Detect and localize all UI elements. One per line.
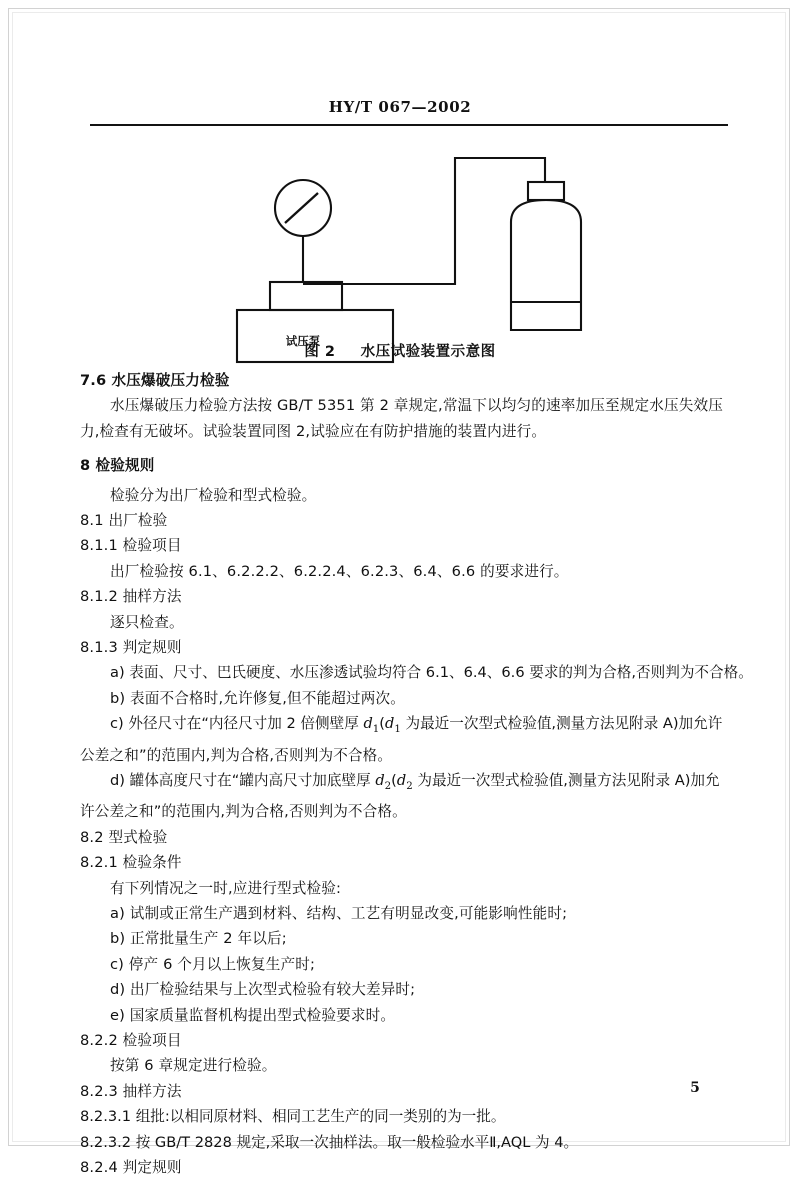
item-d-variable-d2: d [375, 772, 385, 789]
page-number: 5 [690, 1080, 700, 1096]
clause-8-2-heading: 8.2 型式检验 [80, 828, 168, 846]
clause-7-6-text-line-2: 力,检查有无破坏。试验装置同图 2,试验应在有防护措施的装置内进行。 [80, 422, 547, 440]
item-d-variable-d2-repeat-subscript: 2 [406, 780, 413, 792]
clause-8-intro: 检验分为出厂检验和型式检验。 [110, 486, 317, 504]
figure-2-diagram [0, 140, 800, 370]
gauge-needle-icon [285, 193, 318, 223]
item-c-variable-d1-repeat-subscript: 1 [394, 724, 401, 736]
pump-head [270, 282, 342, 310]
item-d-variable-d2-subscript: 2 [384, 780, 392, 792]
clause-8-2-3-heading: 8.2.3 抽样方法 [80, 1082, 182, 1100]
clause-8-2-1-item-e: e) 国家质量监督机构提出型式检验要求时。 [110, 1006, 396, 1024]
clause-8-1-1-heading: 8.1.1 检验项目 [80, 537, 182, 555]
item-c-variable-d1-subscript: 1 [372, 724, 380, 736]
clause-8-2-2-text: 按第 6 章规定进行检验。 [110, 1057, 277, 1075]
clause-8-2-3-1: 8.2.3.1 组批:以相同原材料、相同工艺生产的同一类别的为一批。 [80, 1108, 506, 1126]
item-c-part-3: 为最近一次型式检验值,测量方法见附录 A)加允许 [400, 715, 723, 733]
item-d-part-3: 为最近一次型式检验值,测量方法见附录 A)加允 [412, 772, 720, 789]
page-header-standard-number: HY/T 067—2002 [328, 98, 472, 116]
clause-8-2-1-item-b: b) 正常批量生产 2 年以后; [110, 930, 287, 948]
clause-7-6-heading: 7.6 水压爆破压力检验 [80, 372, 230, 389]
figure-2-caption [0, 340, 800, 361]
item-c-part-1: c) 外径尺寸在“内径尺寸加 2 倍侧壁厚 [110, 715, 364, 733]
clause-8-1-3-item-c-line-2: 公差之和”的范围内,判为合格,否则判为不合格。 [80, 746, 393, 764]
hydraulic-test-apparatus-svg [0, 140, 800, 360]
clause-7-6-text-line-1: 水压爆破压力检验方法按 GB/T 5351 第 2 章规定,常温下以均匀的速率加压至规定水压失效压 [110, 397, 723, 415]
clause-8-2-2-heading: 8.2.2 检验项目 [80, 1031, 182, 1049]
clause-8-2-1-intro: 有下列情况之一时,应进行型式检验: [110, 879, 342, 897]
clause-8-2-4-heading: 8.2.4 判定规则 [80, 1159, 182, 1176]
clause-8-2-1-item-a: a) 试制或正常生产遇到材料、结构、工艺有明显改变,可能影响性能时; [110, 904, 568, 922]
cylinder-valve [528, 182, 564, 200]
item-c-part-2: ( [379, 715, 385, 733]
clause-8-1-3-item-c-line-1 [0, 711, 800, 742]
clause-8-heading: 8 检验规则 [80, 457, 155, 475]
clause-8-1-1-text: 出厂检验按 6.1、6.2.2.2、6.2.2.4、6.2.3、6.4、6.6 的要求进行。 [110, 562, 569, 580]
clause-8-2-3-2: 8.2.3.2 按 GB/T 2828 规定,采取一次抽样法。取一般检验水平Ⅱ,AQL 为 4。 [80, 1133, 579, 1151]
clause-8-2-1-item-d: d) 出厂检验结果与上次型式检验有较大差异时; [110, 981, 416, 999]
connecting-pipe [303, 158, 545, 284]
clause-8-1-2-text: 逐只检查。 [110, 613, 184, 631]
clause-8-1-3-item-d-line-2: 许公差之和”的范围内,判为合格,否则判为不合格。 [80, 803, 407, 821]
clause-8-2-1-item-c: c) 停产 6 个月以上恢复生产时; [110, 955, 316, 973]
clause-8-1-heading: 8.1 出厂检验 [80, 512, 168, 530]
clause-8-2-1-heading: 8.2.1 检验条件 [80, 854, 182, 872]
clause-8-1-3-item-b: b) 表面不合格时,允许修复,但不能超过两次。 [110, 689, 406, 707]
figure-caption-title: 水压试验装置示意图 [360, 344, 496, 360]
figure-caption-number: 图 2 [304, 344, 336, 360]
item-d-part-1: d) 罐体高度尺寸在“罐内高尺寸加底壁厚 [110, 772, 376, 789]
item-c-variable-d1: d [363, 715, 373, 733]
clause-8-1-3-item-a: a) 表面、尺寸、巴氏硬度、水压渗透试验均符合 6.1、6.4、6.6 要求的判为合格,否则判为不合格。 [110, 664, 753, 682]
document-body [0, 368, 800, 1180]
cylinder-body [511, 200, 581, 330]
pump-label: 试压泵 [285, 334, 321, 348]
item-d-part-2: ( [391, 772, 397, 789]
item-d-variable-d2-repeat: d [396, 772, 407, 789]
item-c-variable-d1-repeat: d [385, 715, 395, 733]
clause-8-1-2-heading: 8.1.2 抽样方法 [80, 588, 182, 606]
clause-8-1-3-heading: 8.1.3 判定规则 [80, 639, 182, 657]
clause-8-1-3-item-d-line-1 [0, 768, 800, 799]
header-rule [90, 124, 728, 126]
